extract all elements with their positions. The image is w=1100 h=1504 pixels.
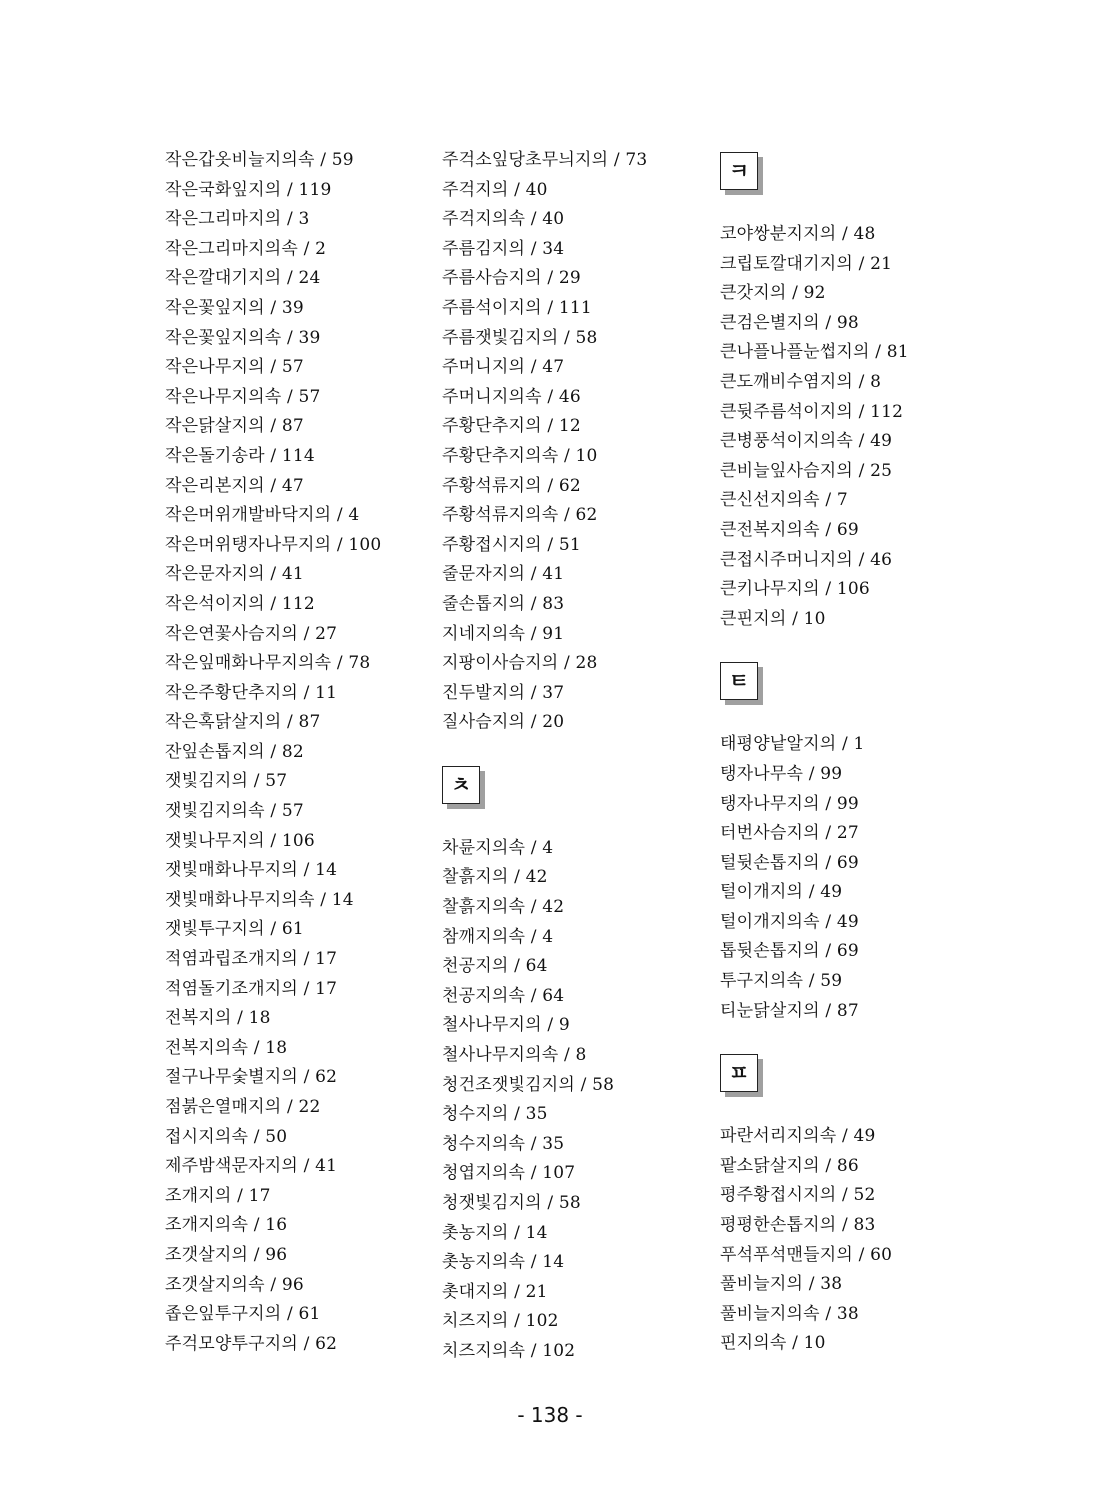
index-entry: 참깨지의속 / 4 [442, 926, 554, 947]
index-entry: 태평양낱알지의 / 1 [720, 734, 865, 755]
index-entry: 접시지의속 / 50 [165, 1126, 288, 1147]
index-entry: 점붉은열매지의 / 22 [165, 1097, 321, 1117]
index-entry: 티눈닭살지의 / 87 [720, 1000, 859, 1021]
index-entry: 작은닭살지의 / 87 [165, 416, 304, 437]
index-entry: 큰뒷주름석이지의 / 112 [720, 401, 904, 422]
index-entry: 주걱모양투구지의 / 62 [165, 1333, 338, 1354]
index-entry: 작은깔대기지의 / 24 [165, 268, 321, 289]
index-entry: 작은꽃잎지의 / 39 [165, 297, 304, 318]
index-entry: 작은나무지의속 / 57 [165, 386, 321, 407]
index-entry: 전복지의속 / 18 [165, 1037, 288, 1058]
index-entry: 큰접시주머니지의 / 46 [720, 549, 893, 570]
index-entry: 큰갓지의 / 92 [720, 283, 826, 304]
section-heading: ㅌ [720, 662, 758, 700]
index-entry: 청수지의 / 35 [442, 1104, 548, 1125]
section-heading-wrap [720, 146, 1020, 220]
index-entry: 잿빛투구지의 / 61 [165, 919, 304, 940]
index-entry: 털이개지의 / 49 [720, 882, 843, 903]
index-entry: 파란서리지의속 / 49 [720, 1126, 876, 1147]
index-entry: 좁은잎투구지의 / 61 [165, 1304, 321, 1325]
index-entry: 주황접시지의 / 51 [442, 534, 581, 555]
index-entry: 작은나무지의 / 57 [165, 357, 304, 378]
index-column-3 [720, 146, 1020, 1359]
index-entry: 찰흙지의 / 42 [442, 867, 548, 888]
index-entry: 주황석류지의속 / 62 [442, 505, 598, 526]
index-entry: 지네지의속 / 91 [442, 623, 565, 644]
index-entry: 잿빛매화나무지의속 / 14 [165, 889, 354, 910]
index-entry: 탱자나무속 / 99 [720, 763, 843, 784]
index-entry: 주걱지의 / 40 [442, 179, 548, 200]
index-entry: 잔잎손톱지의 / 82 [165, 741, 304, 762]
index-column-1 [165, 146, 435, 1359]
index-entry: 작은돌기송라 / 114 [165, 445, 315, 466]
index-entry: 적염과립조개지의 / 17 [165, 949, 338, 970]
index-entry: 잿빛매화나무지의 / 14 [165, 860, 338, 881]
index-entry: 촛대지의 / 21 [442, 1281, 548, 1302]
index-entry: 큰핀지의 / 10 [720, 608, 826, 629]
index-entry: 푸석푸석맨들지의 / 60 [720, 1244, 893, 1265]
index-entry: 큰비늘잎사슴지의 / 25 [720, 460, 893, 481]
index-entry: 주황석류지의 / 62 [442, 475, 581, 496]
index-entry: 털뒷손톱지의 / 69 [720, 852, 859, 873]
section-heading-wrap [442, 760, 712, 834]
section-spacer [442, 738, 712, 760]
index-entry: 천공지의속 / 64 [442, 985, 565, 1006]
index-entry: 잿빛김지의 / 57 [165, 771, 288, 792]
index-entry: 탱자나무지의 / 99 [720, 793, 859, 814]
index-entry: 치즈지의 / 102 [442, 1311, 559, 1332]
page-number: - 138 - [517, 1403, 583, 1427]
section-heading-wrap [720, 1048, 1020, 1122]
index-entry: 주름김지의 / 34 [442, 238, 565, 259]
index-entry: 주머니지의속 / 46 [442, 386, 581, 407]
index-entry: 촛농지의 / 14 [442, 1222, 548, 1243]
index-entry: 조갯살지의속 / 96 [165, 1274, 304, 1295]
index-entry: 큰검은별지의 / 98 [720, 312, 859, 333]
index-entry: 치즈지의속 / 102 [442, 1340, 576, 1361]
index-entry: 적염돌기조개지의 / 17 [165, 978, 338, 999]
index-entry: 풀비늘지의속 / 38 [720, 1303, 859, 1324]
index-entry: 작은문자지의 / 41 [165, 564, 304, 585]
index-entry: 잿빛김지의속 / 57 [165, 801, 304, 822]
index-entry: 주름잿빛김지의 / 58 [442, 327, 598, 348]
index-entry: 큰키나무지의 / 106 [720, 579, 870, 600]
index-entry: 청잿빛김지의 / 58 [442, 1193, 581, 1213]
index-entry: 잿빛나무지의 / 106 [165, 830, 315, 851]
index-entry: 주머니지의 / 47 [442, 357, 565, 378]
section-spacer [720, 634, 1020, 656]
index-entry: 평주황접시지의 / 52 [720, 1185, 876, 1206]
index-entry: 조개지의속 / 16 [165, 1215, 288, 1236]
index-entry: 주황단추지의속 / 10 [442, 445, 598, 466]
index-entry: 큰도깨비수염지의 / 8 [720, 371, 882, 392]
index-entry: 청엽지의속 / 107 [442, 1163, 576, 1184]
index-entry: 작은머위개발바닥지의 / 4 [165, 505, 360, 526]
index-entry: 찰흙지의속 / 42 [442, 897, 565, 918]
index-entry: 큰전복지의속 / 69 [720, 519, 859, 540]
index-entry: 톱뒷손톱지의 / 69 [720, 941, 859, 962]
index-entry: 주걱소잎당초무늬지의 / 73 [442, 150, 648, 170]
index-entry: 질사슴지의 / 20 [442, 712, 565, 733]
index-entry: 털이개지의속 / 49 [720, 911, 859, 932]
index-entry: 투구지의속 / 59 [720, 971, 843, 992]
index-entry: 절구나무숯별지의 / 62 [165, 1067, 338, 1088]
index-entry: 주름석이지의 / 111 [442, 297, 592, 318]
section-spacer [720, 1026, 1020, 1048]
index-entry: 크립토깔대기지의 / 21 [720, 253, 893, 274]
index-entry: 청수지의속 / 35 [442, 1133, 565, 1154]
index-entry: 작은연꽃사슴지의 / 27 [165, 623, 338, 644]
section-heading-wrap [720, 656, 1020, 730]
index-entry: 천공지의 / 64 [442, 956, 548, 977]
index-entry: 촛농지의속 / 14 [442, 1252, 565, 1273]
index-entry: 주름사슴지의 / 29 [442, 268, 581, 289]
section-heading: ㅋ [720, 152, 758, 190]
index-entry: 작은갑옷비늘지의속 / 59 [165, 150, 354, 170]
index-entry: 지팡이사슴지의 / 28 [442, 653, 598, 674]
index-entry: 청건조잿빛김지의 / 58 [442, 1074, 615, 1095]
index-entry: 줄손톱지의 / 83 [442, 593, 565, 614]
index-entry: 코야쌍분지지의 / 48 [720, 224, 876, 244]
index-entry: 철사나무지의 / 9 [442, 1015, 570, 1036]
index-entry: 작은리본지의 / 47 [165, 475, 304, 496]
index-entry: 조갯살지의 / 96 [165, 1244, 288, 1265]
index-entry: 작은주황단추지의 / 11 [165, 682, 338, 703]
index-entry: 진두발지의 / 37 [442, 682, 565, 703]
index-entry: 차륜지의속 / 4 [442, 837, 554, 858]
index-entry: 조개지의 / 17 [165, 1185, 271, 1206]
section-heading: ㅍ [720, 1054, 758, 1092]
index-entry: 팥소닭살지의 / 86 [720, 1155, 859, 1176]
index-entry: 작은석이지의 / 112 [165, 593, 315, 614]
section-heading: ㅊ [442, 766, 480, 804]
index-entry: 작은그리마지의속 / 2 [165, 238, 327, 259]
index-entry: 핀지의속 / 10 [720, 1333, 826, 1354]
index-entry: 큰병풍석이지의속 / 49 [720, 431, 893, 452]
index-entry: 풀비늘지의 / 38 [720, 1274, 843, 1295]
index-entry: 작은머위탱자나무지의 / 100 [165, 534, 382, 555]
index-column-2 [442, 146, 712, 1367]
index-entry: 철사나무지의속 / 8 [442, 1045, 587, 1066]
index-entry: 줄문자지의 / 41 [442, 564, 565, 585]
index-entry: 주황단추지의 / 12 [442, 416, 581, 437]
index-entry: 작은혹닭살지의 / 87 [165, 712, 321, 733]
index-entry: 작은꽃잎지의속 / 39 [165, 327, 321, 348]
index-entry: 평평한손톱지의 / 83 [720, 1215, 876, 1236]
index-entry: 작은잎매화나무지의속 / 78 [165, 653, 371, 674]
index-entry: 터번사슴지의 / 27 [720, 823, 859, 844]
index-entry: 큰신선지의속 / 7 [720, 490, 848, 511]
index-entry: 작은그리마지의 / 3 [165, 209, 310, 230]
index-entry: 큰나플나플눈썹지의 / 81 [720, 342, 909, 363]
index-entry: 작은국화잎지의 / 119 [165, 179, 332, 200]
index-entry: 제주밤색문자지의 / 41 [165, 1156, 338, 1177]
index-entry: 주걱지의속 / 40 [442, 209, 565, 230]
index-entry: 전복지의 / 18 [165, 1008, 271, 1029]
